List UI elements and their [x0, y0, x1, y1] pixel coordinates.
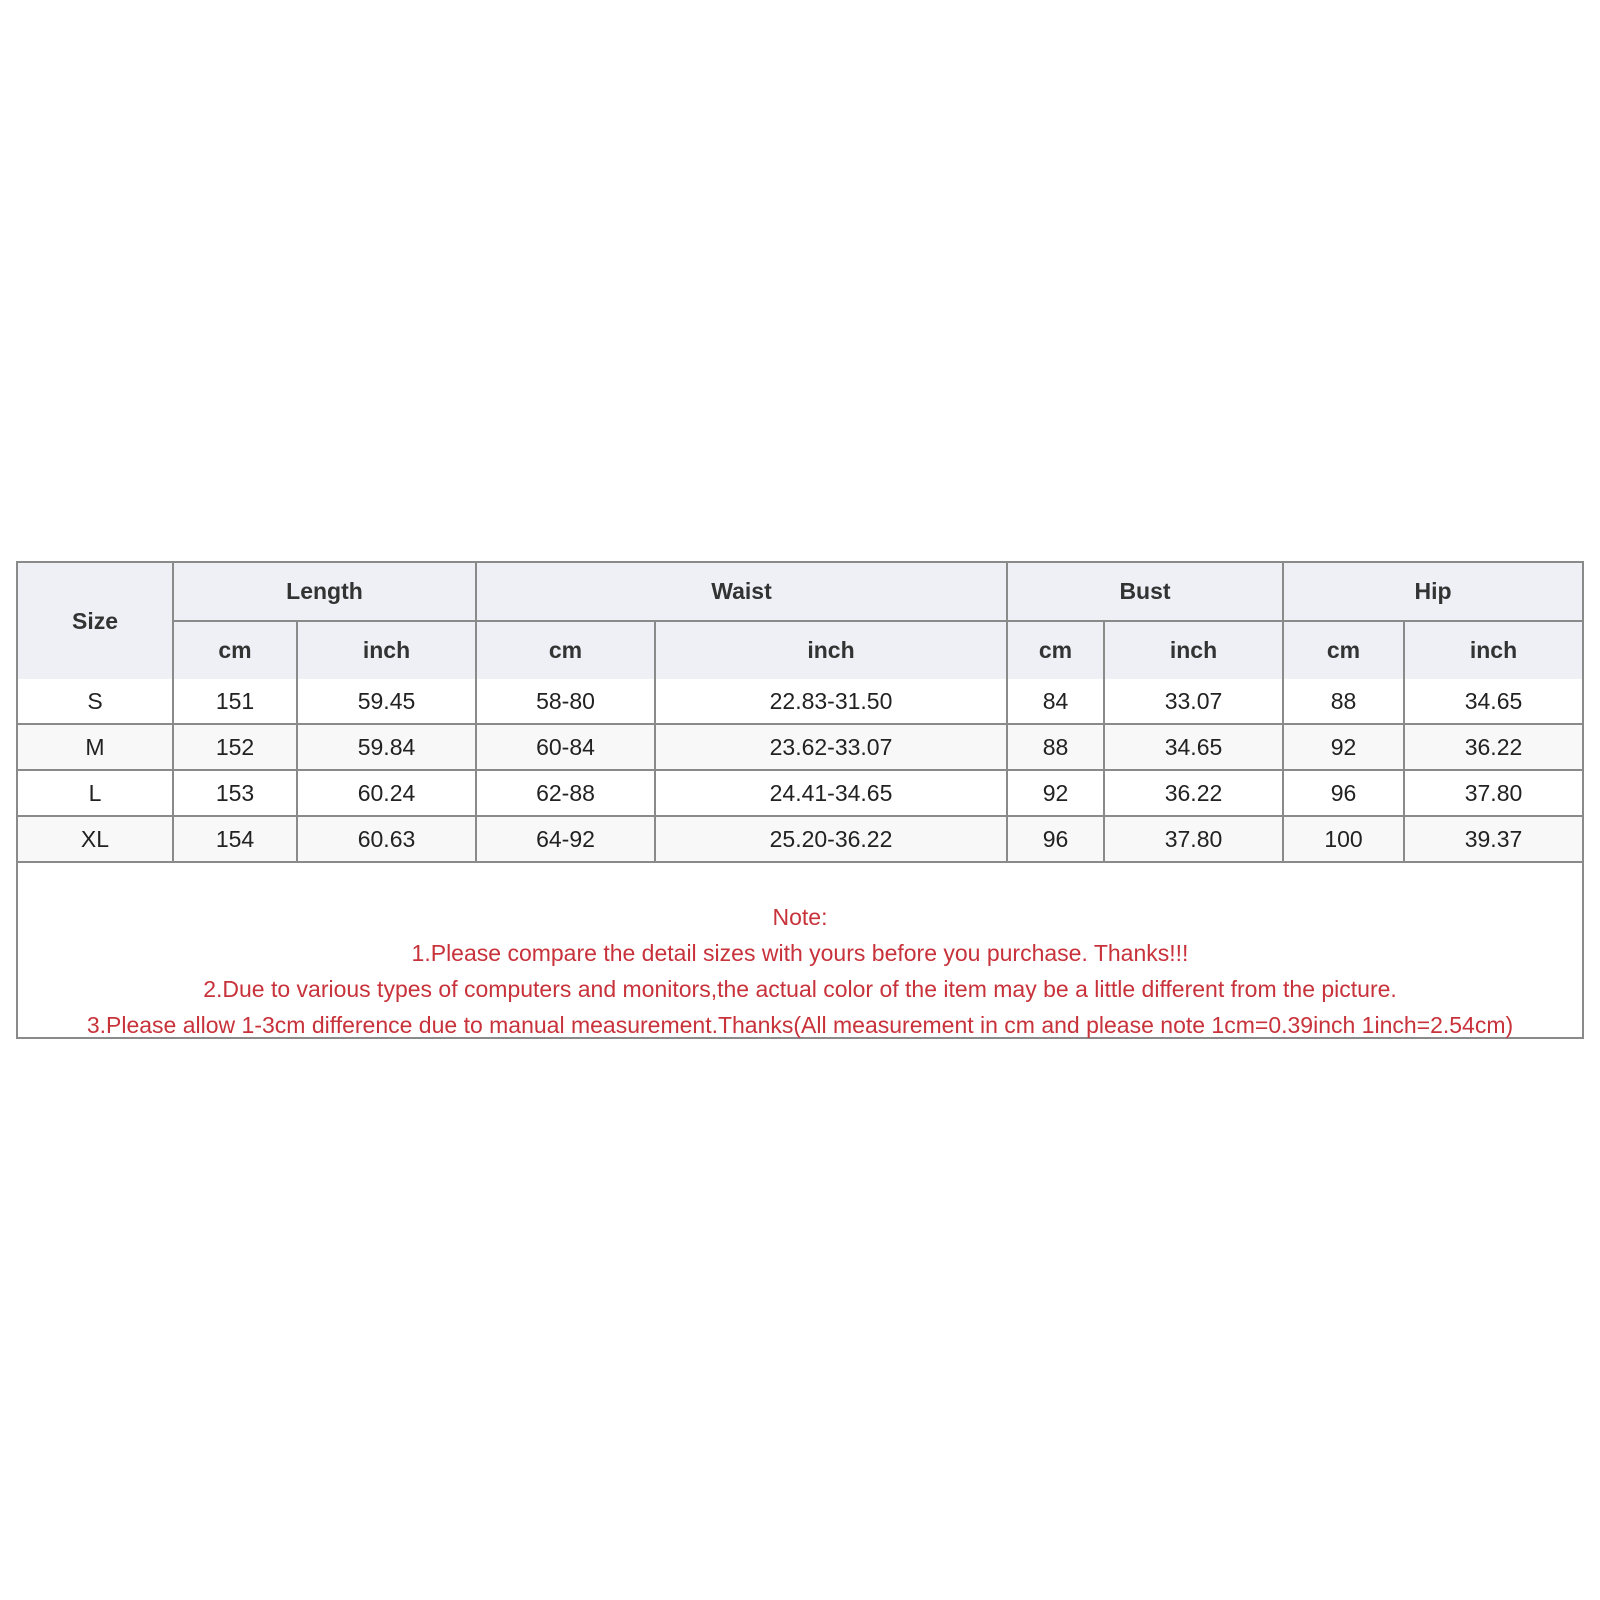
table-cell: 60.24 — [297, 770, 476, 816]
table-cell: 59.45 — [297, 679, 476, 724]
group-header-waist: Waist — [476, 563, 1007, 621]
table-cell: 154 — [173, 816, 297, 862]
note-line-3: 3.Please allow 1-3cm difference due to manual measurement.Thanks(All measurement in cm and please note 1cm=0.39inch 1inch=2.54cm) — [86, 1012, 1514, 1038]
table-cell: 58-80 — [476, 679, 655, 724]
unit-header-waist-cm: cm — [476, 621, 655, 679]
unit-header-length-cm: cm — [173, 621, 297, 679]
note-line-2: 2.Due to various types of computers and monitors,the actual color of the item may be a little different from the picture. — [203, 976, 1397, 1002]
table-cell: 24.41-34.65 — [655, 770, 1007, 816]
table-cell: 62-88 — [476, 770, 655, 816]
table-cell: 96 — [1283, 770, 1404, 816]
note-title: Note: — [772, 904, 828, 930]
table-cell: 152 — [173, 724, 297, 770]
group-header-hip: Hip — [1283, 563, 1582, 621]
table-cell: 92 — [1007, 770, 1104, 816]
unit-header-bust-cm: cm — [1007, 621, 1104, 679]
unit-header-waist-inch: inch — [655, 621, 1007, 679]
table-cell: M — [18, 724, 173, 770]
table-row-xl — [18, 816, 1582, 862]
size-column-header: Size — [18, 563, 173, 679]
header-row-units — [18, 621, 1582, 679]
table-cell: 153 — [173, 770, 297, 816]
unit-header-bust-inch: inch — [1104, 621, 1283, 679]
size-table — [18, 563, 1582, 863]
table-cell: 34.65 — [1104, 724, 1283, 770]
table-cell: 39.37 — [1404, 816, 1582, 862]
group-header-bust: Bust — [1007, 563, 1283, 621]
table-cell: 37.80 — [1104, 816, 1283, 862]
table-cell: 88 — [1283, 679, 1404, 724]
table-cell: 100 — [1283, 816, 1404, 862]
table-cell: XL — [18, 816, 173, 862]
table-cell: 92 — [1283, 724, 1404, 770]
table-cell: 151 — [173, 679, 297, 724]
table-row-l — [18, 770, 1582, 816]
table-cell: L — [18, 770, 173, 816]
unit-header-length-inch: inch — [297, 621, 476, 679]
unit-header-hip-inch: inch — [1404, 621, 1582, 679]
table-cell: S — [18, 679, 173, 724]
table-cell: 36.22 — [1404, 724, 1582, 770]
table-cell: 60-84 — [476, 724, 655, 770]
table-cell: 37.80 — [1404, 770, 1582, 816]
note-line-1: 1.Please compare the detail sizes with yours before you purchase. Thanks!!! — [411, 940, 1189, 966]
table-cell: 33.07 — [1104, 679, 1283, 724]
table-cell: 60.63 — [297, 816, 476, 862]
table-cell: 22.83-31.50 — [655, 679, 1007, 724]
header-row-groups — [18, 563, 1582, 621]
size-chart — [16, 561, 1584, 1039]
notes-section — [18, 863, 1582, 1043]
table-cell: 64-92 — [476, 816, 655, 862]
table-cell: 84 — [1007, 679, 1104, 724]
table-cell: 88 — [1007, 724, 1104, 770]
table-cell: 34.65 — [1404, 679, 1582, 724]
group-header-length: Length — [173, 563, 476, 621]
unit-header-hip-cm: cm — [1283, 621, 1404, 679]
table-row-m — [18, 724, 1582, 770]
table-cell: 36.22 — [1104, 770, 1283, 816]
table-cell: 59.84 — [297, 724, 476, 770]
table-row-s — [18, 679, 1582, 724]
table-cell: 25.20-36.22 — [655, 816, 1007, 862]
table-cell: 96 — [1007, 816, 1104, 862]
table-cell: 23.62-33.07 — [655, 724, 1007, 770]
